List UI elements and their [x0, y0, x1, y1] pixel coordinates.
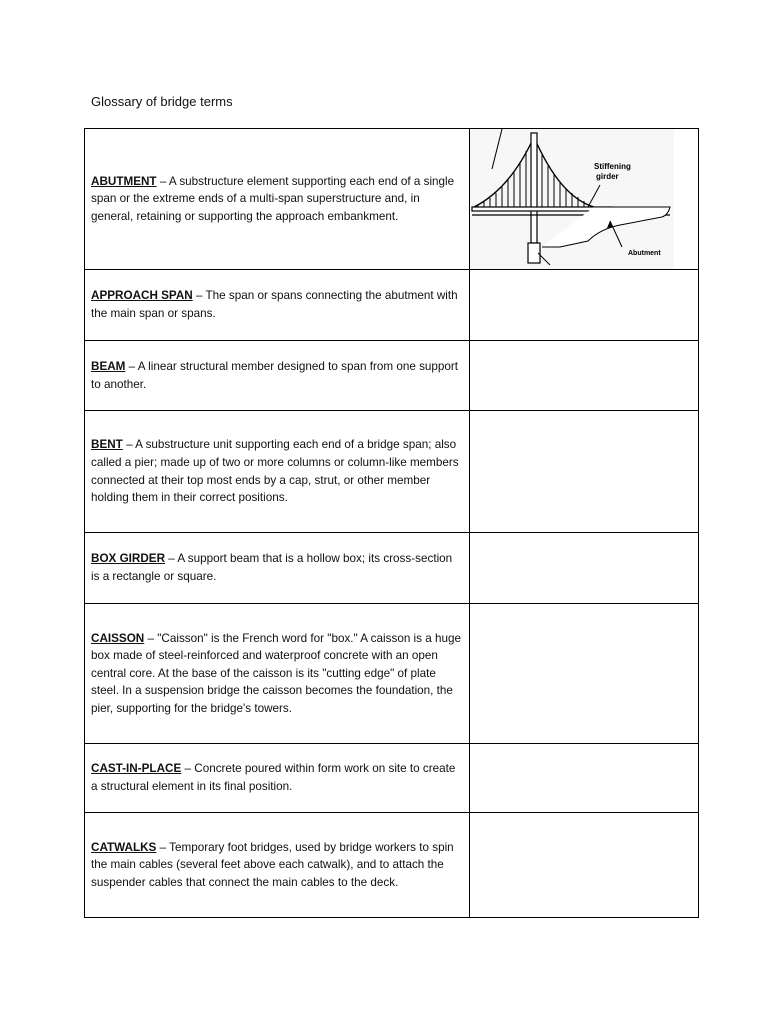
image-cell	[470, 533, 699, 604]
definition-cell	[85, 129, 470, 270]
image-cell	[470, 129, 699, 270]
page-title: Glossary of bridge terms	[91, 94, 233, 109]
diagram-label-girder: girder	[596, 172, 619, 181]
image-cell	[470, 411, 699, 533]
table-row	[85, 341, 699, 411]
term-definition: – "Caisson" is the French word for "box." A caisson is a huge box made of steel-reinforced and waterproof concrete with an open central core. At the base of the caisson is its "cutting edge" of plate steel. In a suspension bridge the caisson becomes the foundation, the pier, supporting for the bridge's towers.	[91, 631, 461, 715]
term-definition: – A support beam that is a hollow box; its cross-section is a rectangle or square.	[91, 552, 453, 583]
image-cell	[470, 270, 699, 341]
table-row	[85, 813, 699, 918]
term-definition: – Temporary foot bridges, used by bridge workers to spin the main cables (several feet above each catwalk), and to attach the suspender cables that connect the main cables to the deck.	[91, 840, 454, 889]
image-cell	[470, 604, 699, 744]
table-row	[85, 411, 699, 533]
term-label: BENT	[91, 438, 123, 452]
term-definition: – Concrete poured within form work on site to create a structural element in its final position.	[91, 762, 456, 793]
term-label: CAST-IN-PLACE	[91, 762, 182, 776]
table-row	[85, 744, 699, 813]
diagram-label-stiffening: Stiffening	[594, 162, 631, 171]
table-row	[85, 270, 699, 341]
image-cell	[470, 744, 699, 813]
term-definition: – A substructure element supporting each end of a single span or the extreme ends of a multi-span superstructure and, in general, retaining or supporting the approach embankment.	[91, 174, 455, 223]
term-definition: – A linear structural member designed to span from one support to another.	[91, 359, 459, 391]
definition-cell	[85, 270, 470, 341]
term-definition: – The span or spans connecting the abutment with the main span or spans.	[91, 289, 458, 320]
term-label: BEAM	[91, 359, 126, 373]
definition-cell	[85, 533, 470, 604]
diagram-label-abutment: Abutment	[628, 250, 661, 257]
term-label: BOX GIRDER	[91, 552, 166, 566]
image-cell	[470, 341, 699, 411]
definition-cell	[85, 604, 470, 744]
table-row	[85, 533, 699, 604]
term-label: APPROACH SPAN	[91, 289, 193, 303]
table-row	[85, 129, 699, 270]
definition-cell	[85, 813, 470, 918]
term-label: CATWALKS	[91, 840, 157, 854]
definition-cell	[85, 411, 470, 533]
definition-cell	[85, 744, 470, 813]
term-label: ABUTMENT	[91, 174, 157, 188]
term-label: CAISSON	[91, 631, 145, 645]
suspension-bridge-diagram	[470, 129, 674, 269]
definition-cell	[85, 341, 470, 411]
glossary-table	[84, 128, 699, 918]
table-row	[85, 604, 699, 744]
image-cell	[470, 813, 699, 918]
term-definition: – A substructure unit supporting each end of a bridge span; also called a pier; made up of two or more columns or column-like members connected at their top most ends by a cap, strut, or other member holding them in their correct positions.	[91, 438, 459, 505]
